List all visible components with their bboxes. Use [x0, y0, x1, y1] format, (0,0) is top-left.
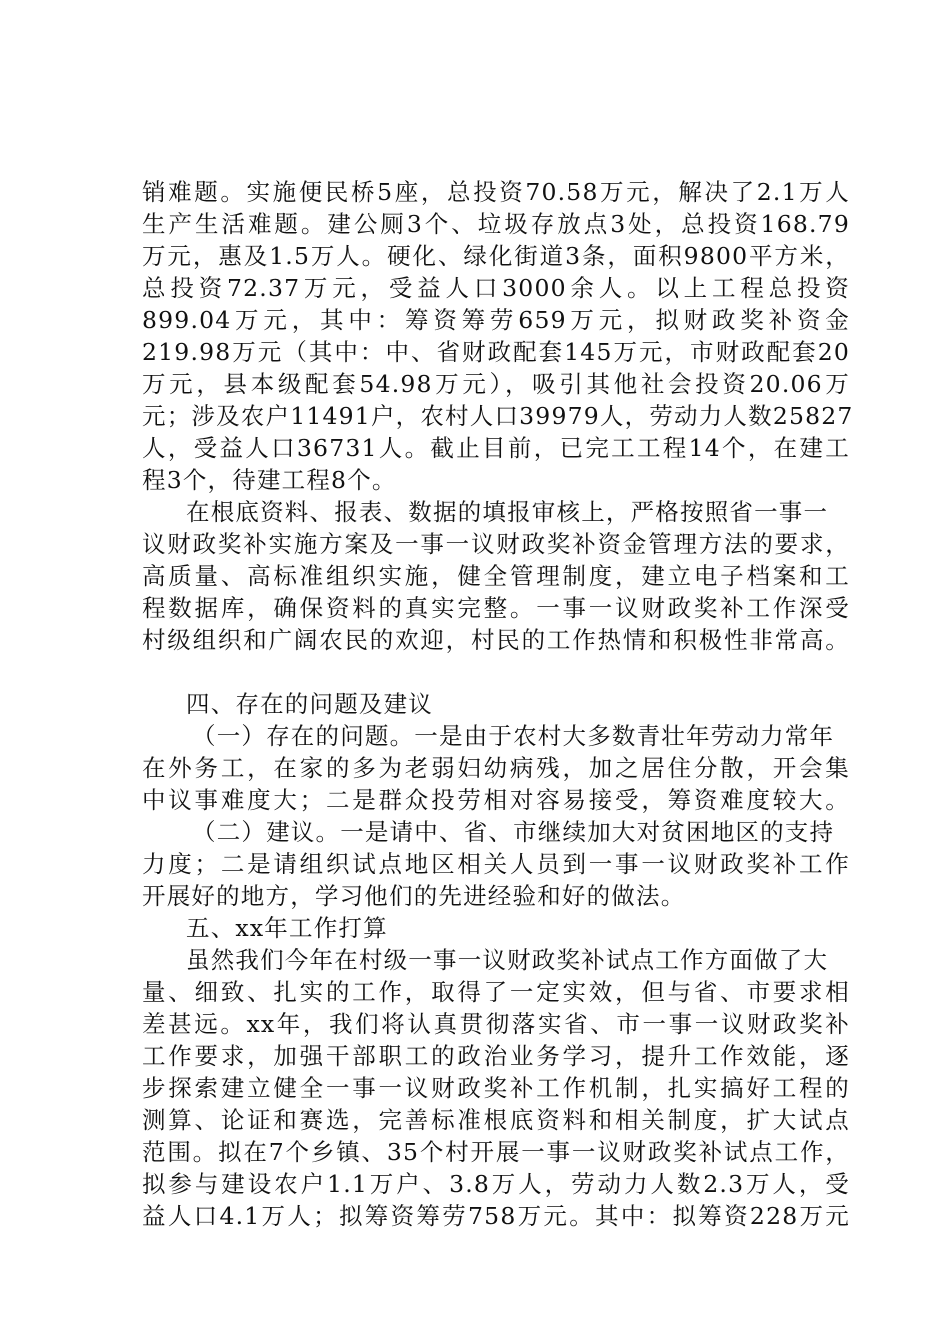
text-line: 万元，惠及1.5万人。硬化、绿化街道3条，面积9800平方米， [142, 242, 850, 270]
text-line: 万元，县本级配套54.98万元），吸引其他社会投资20.06万 [142, 370, 850, 398]
text-line: 生产生活难题。建公厕3个、垃圾存放点3处，总投资168.79 [142, 210, 850, 238]
paragraph-project-summary [142, 176, 854, 496]
text-line: 899.04万元，其中：筹资筹劳659万元，拟财政奖补资金 [142, 306, 850, 334]
section-heading-problems [142, 688, 850, 720]
text-line: 人，受益人口36731人。截止目前，已完工工程14个，在建工 [142, 434, 850, 462]
section-heading: 五、xx年工作打算 [186, 914, 388, 942]
text-line: 程3个，待建工程8个。 [142, 466, 397, 494]
text-line: 中议事难度大；二是群众投劳相对容易接受，筹资难度较大。 [142, 786, 850, 814]
text-line: 范围。拟在7个乡镇、35个村开展一事一议财政奖补试点工作， [142, 1138, 850, 1166]
text-line: 工作要求，加强干部职工的政治业务学习，提升工作效能，逐 [142, 1042, 850, 1070]
text-line: 议财政奖补实施方案及一事一议财政奖补资金管理方法的要求， [142, 530, 850, 558]
text-line: 步探索建立健全一事一议财政奖补工作机制，扎实搞好工程的 [142, 1074, 850, 1102]
text-line: 219.98万元（其中：中、省财政配套145万元，市财政配套20 [142, 338, 850, 366]
text-line: 村级组织和广阔农民的欢迎，村民的工作热情和积极性非常高。 [142, 626, 850, 654]
text-line: 高质量、高标准组织实施，健全管理制度，建立电子档案和工 [142, 562, 850, 590]
section-heading-plan [142, 912, 850, 944]
text-line: （二）建议。一是请中、省、市继续加大对贫困地区的支持 [192, 818, 835, 846]
text-line: 在外务工，在家的多为老弱妇幼病残，加之居住分散，开会集 [142, 754, 850, 782]
paragraph-suggestions [142, 816, 850, 912]
paragraph-problems [142, 720, 850, 816]
paragraph-data-review [142, 496, 850, 656]
text-line: 元；涉及农户11491户，农村人口39979人，劳动力人数25827 [142, 402, 854, 430]
text-line: 虽然我们今年在村级一事一议财政奖补试点工作方面做了大 [186, 946, 829, 974]
text-line: 总投资72.37万元，受益人口3000余人。以上工程总投资 [142, 274, 850, 302]
text-line: 程数据库，确保资料的真实完整。一事一议财政奖补工作深受 [142, 594, 850, 622]
text-line: 在根底资料、报表、数据的填报审核上，严格按照省一事一 [186, 498, 829, 526]
text-line: 开展好的地方，学习他们的先进经验和好的做法。 [142, 882, 686, 910]
text-line: 测算、论证和赛选，完善标准根底资料和相关制度，扩大试点 [142, 1106, 850, 1134]
text-line: 益人口4.1万人；拟筹资筹劳758万元。其中：拟筹资228万元 [142, 1202, 850, 1230]
text-line: 力度；二是请组织试点地区相关人员到一事一议财政奖补工作 [142, 850, 850, 878]
section-heading: 四、存在的问题及建议 [186, 690, 433, 718]
text-line: 量、细致、扎实的工作，取得了一定实效，但与省、市要求相 [142, 978, 850, 1006]
text-line: 拟参与建设农户1.1万户、3.8万人，劳动力人数2.3万人，受 [142, 1170, 850, 1198]
paragraph-work-plan [142, 944, 850, 1232]
text-line: 销难题。实施便民桥5座，总投资70.58万元，解决了2.1万人 [142, 178, 850, 206]
text-line: 差甚远。xx年，我们将认真贯彻落实省、市一事一议财政奖补 [142, 1010, 850, 1038]
text-line: （一）存在的问题。一是由于农村大多数青壮年劳动力常年 [192, 722, 835, 750]
